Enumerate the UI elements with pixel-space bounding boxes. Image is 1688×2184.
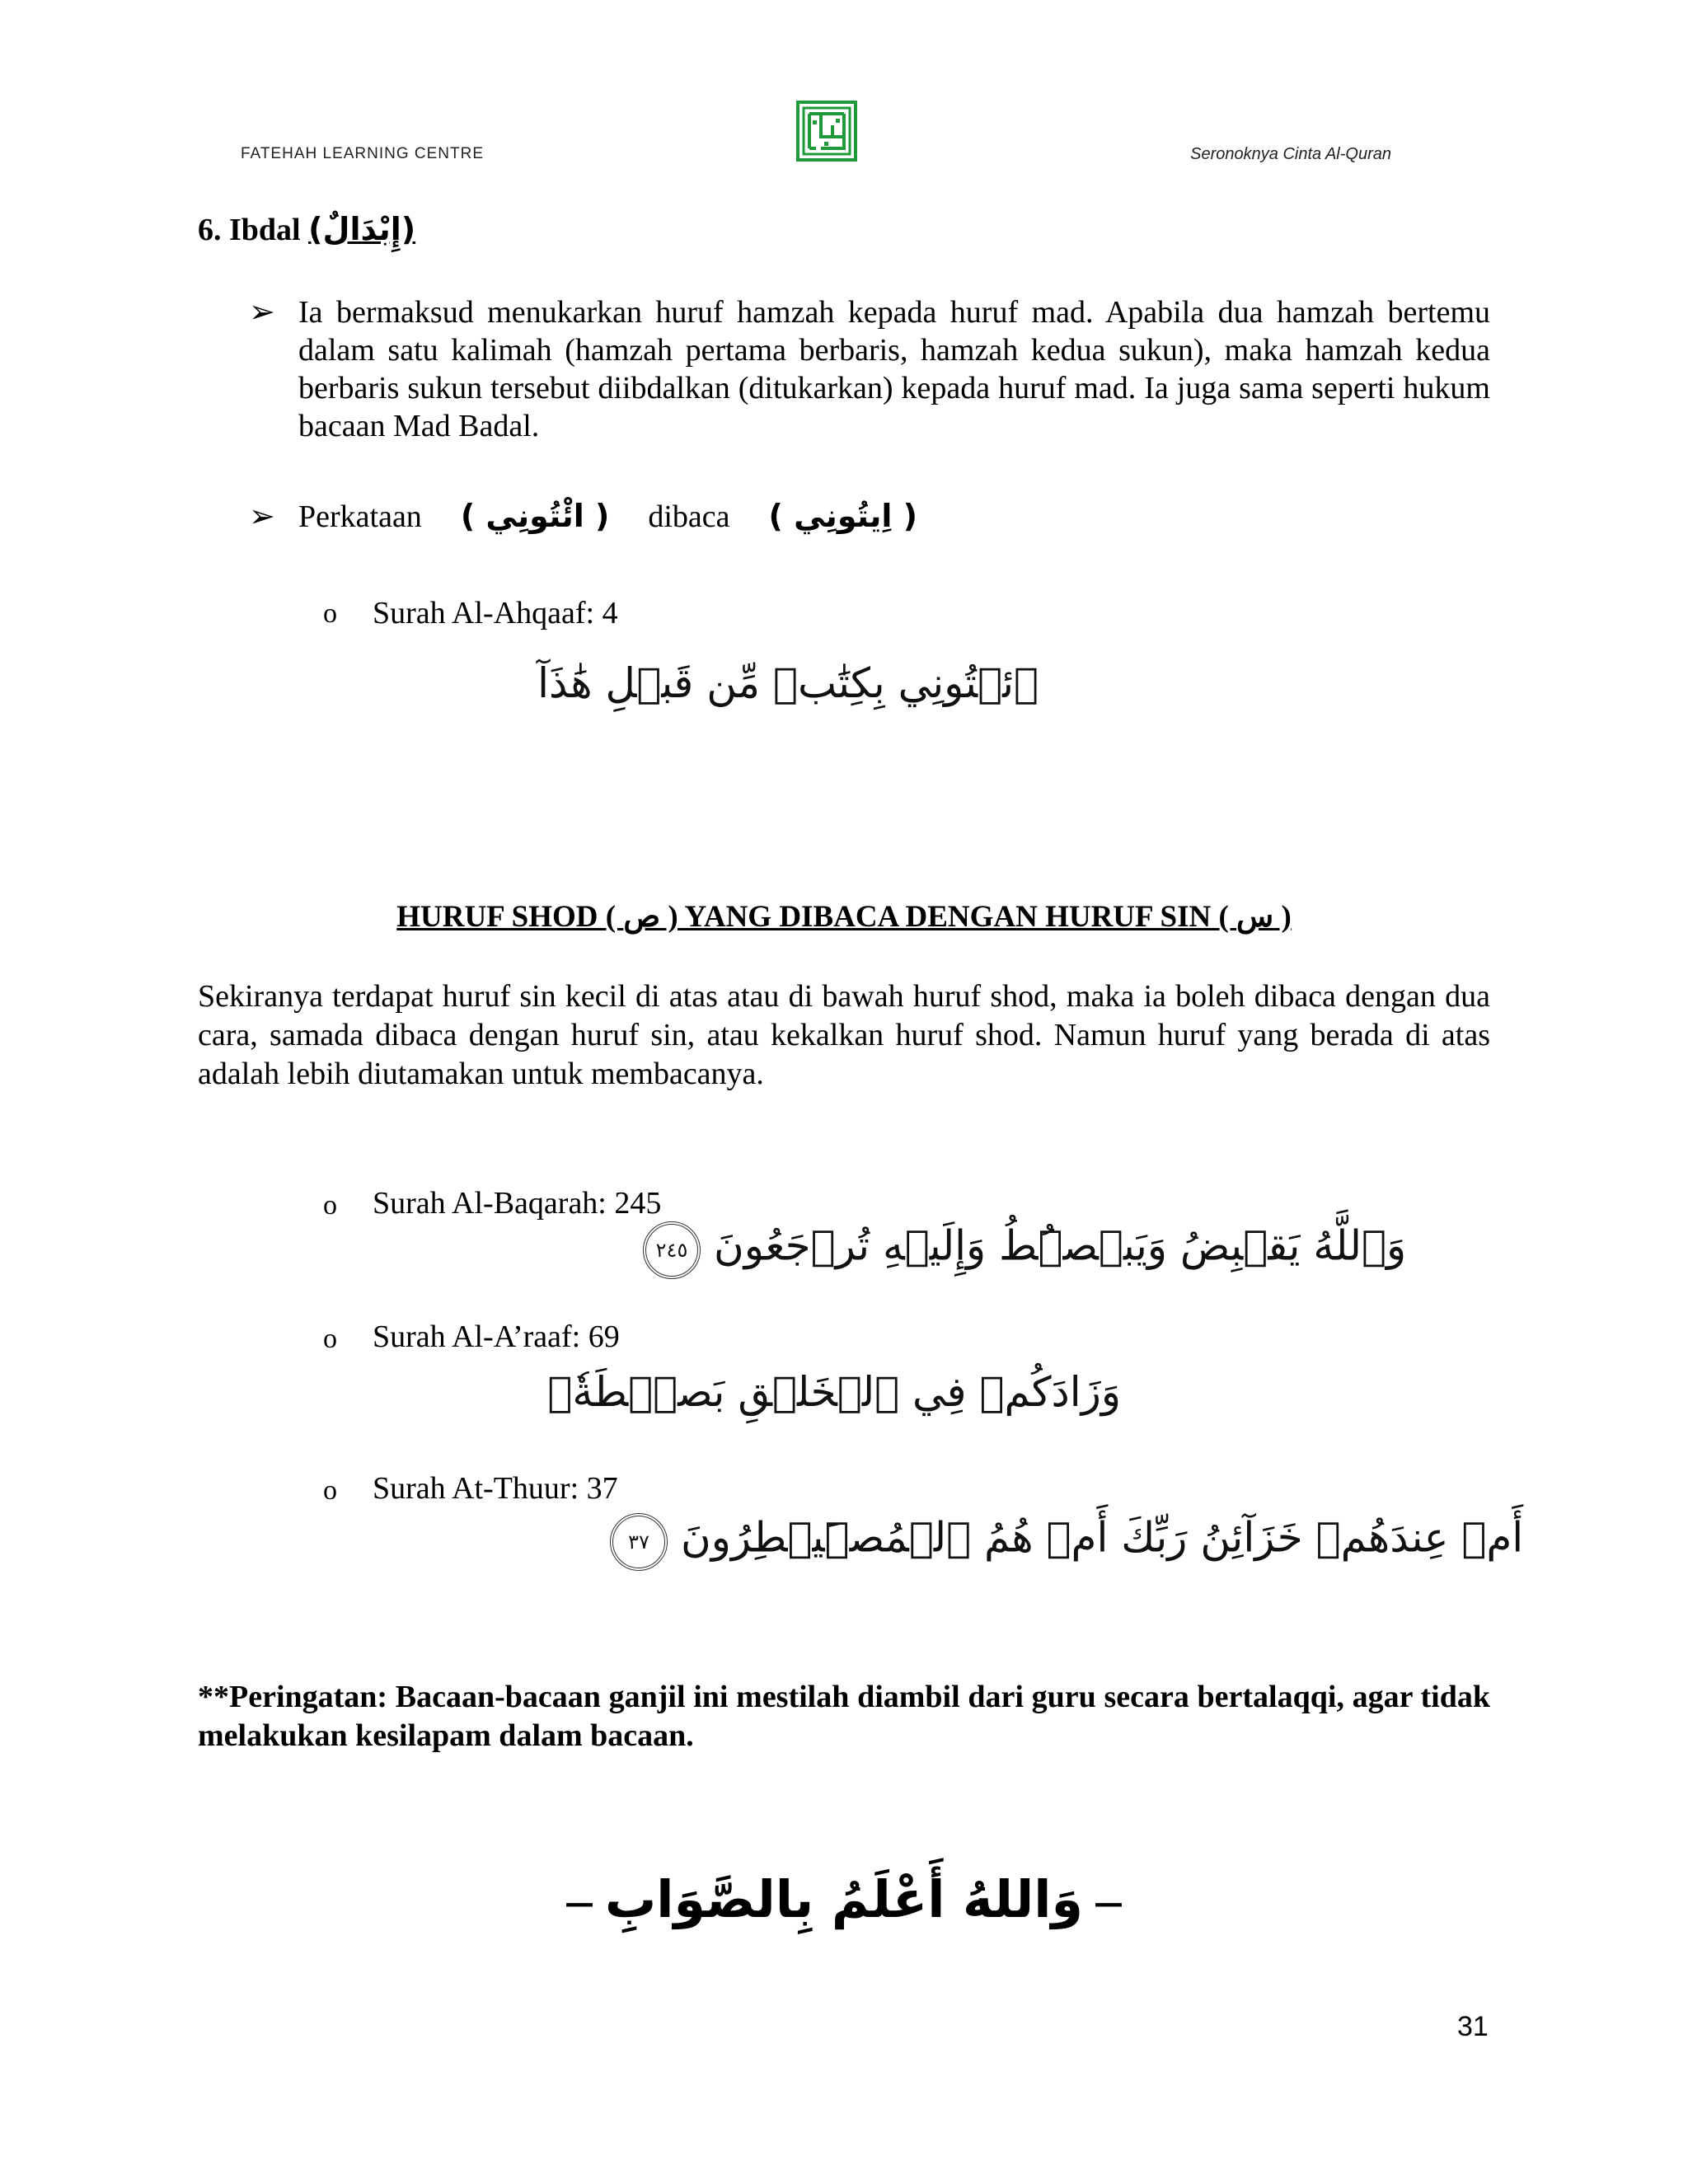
perkataan-line [298, 498, 917, 535]
shod-heading: HURUF SHOD ( ص ) YANG DIBACA DENGAN HURUF SIN ( س ) [396, 900, 1292, 934]
example-label: Surah Al-Baqarah: 245 [373, 1186, 662, 1221]
ayah-number-badge: ٣٧ [610, 1513, 668, 1571]
example-label: Surah At-Thuur: 37 [373, 1471, 618, 1506]
section-arabic-title: (إِبْدَالٌ) [308, 211, 416, 247]
section-heading [198, 211, 415, 248]
shod-paragraph: Sekiranya terdapat huruf sin kecil di atas atau di bawah huruf shod, maka ia boleh dibaca dengan dua cara, samada dibaca dengan huruf sin, atau kekalkan huruf shod. Namun huruf yang berada di atas adalah lebih diutamakan untuk membacanya. [198, 979, 1490, 1091]
example-label: Surah Al-Ahqaaf: 4 [373, 596, 618, 630]
verse-at-thuur [610, 1513, 1524, 1571]
perkataan-label: Perkataan [298, 499, 422, 534]
closing-dash: – [1095, 1872, 1122, 1929]
header-left-text: FATEHAH LEARNING CENTRE [241, 145, 485, 162]
ibdal-definition: Ia bermaksud menukarkan huruf hamzah kepada huruf mad. Apabila dua hamzah bertemu dalam satu kalimah (hamzah pertama berbaris, hamzah kedua sukun), maka hamzah kedua berbaris sukun tersebut diibdalkan (ditukarkan) kepada huruf mad. Ia juga sama seperti hukum bacaan Mad Badal. [298, 295, 1490, 443]
sub-bullet-icon: o [323, 598, 337, 629]
sub-bullet-icon: o [323, 1475, 337, 1506]
verse-al-baqarah [643, 1221, 1407, 1279]
fatehah-logo-icon [796, 101, 857, 162]
verse-text: أَمۡ عِندَهُمۡ خَزَآئِنُ رَبِّكَ أَمۡ هُمُ ٱلۡمُصَۣيۡطِرُونَ [681, 1513, 1524, 1562]
verse-al-araaf: وَزَادَكُمۡ فِي ٱلۡخَلۡقِ بَصۜۡطَةٗۖ [547, 1368, 1121, 1416]
verse-al-ahqaaf: ٱئۡتُونِي بِكِتَٰبٖ مِّن قَبۡلِ هَٰذَآ [537, 659, 1039, 707]
example-label: Surah Al-A’raaf: 69 [373, 1319, 620, 1354]
closing-dash: – [566, 1872, 593, 1929]
word-read: ( اِيتُونِي ) [768, 498, 918, 534]
closing-arabic: وَاللهُ أَعْلَمُ بِالصَّوَابِ [604, 1869, 1084, 1929]
bullet-arrow-icon: ➢ [249, 499, 275, 534]
sub-bullet-icon: o [323, 1324, 337, 1354]
sub-bullet-icon: o [323, 1190, 337, 1221]
closing-phrase [0, 1869, 1688, 1930]
warning-note: **Peringatan: Bacaan-bacaan ganjil ini mestilah diambil dari guru secara bertalaqqi, agar tidak melakukan kesilapam dalam bacaan. [198, 1680, 1490, 1753]
header-right-text: Seronoknya Cinta Al-Quran [1190, 145, 1391, 163]
verse-text: وَٱللَّهُ يَقۡبِضُ وَيَبۡصُۜطُ وَإِلَيۡهِ تُرۡجَعُونَ [714, 1221, 1407, 1270]
ayah-number-badge: ٢٤٥ [643, 1221, 701, 1279]
bullet-arrow-icon: ➢ [249, 295, 275, 330]
word-original: ( ائْتُونِي ) [460, 498, 610, 534]
dibaca-label: dibaca [648, 499, 730, 534]
section-number-title: 6. Ibdal [198, 213, 301, 247]
page-number: 31 [1457, 2011, 1489, 2042]
